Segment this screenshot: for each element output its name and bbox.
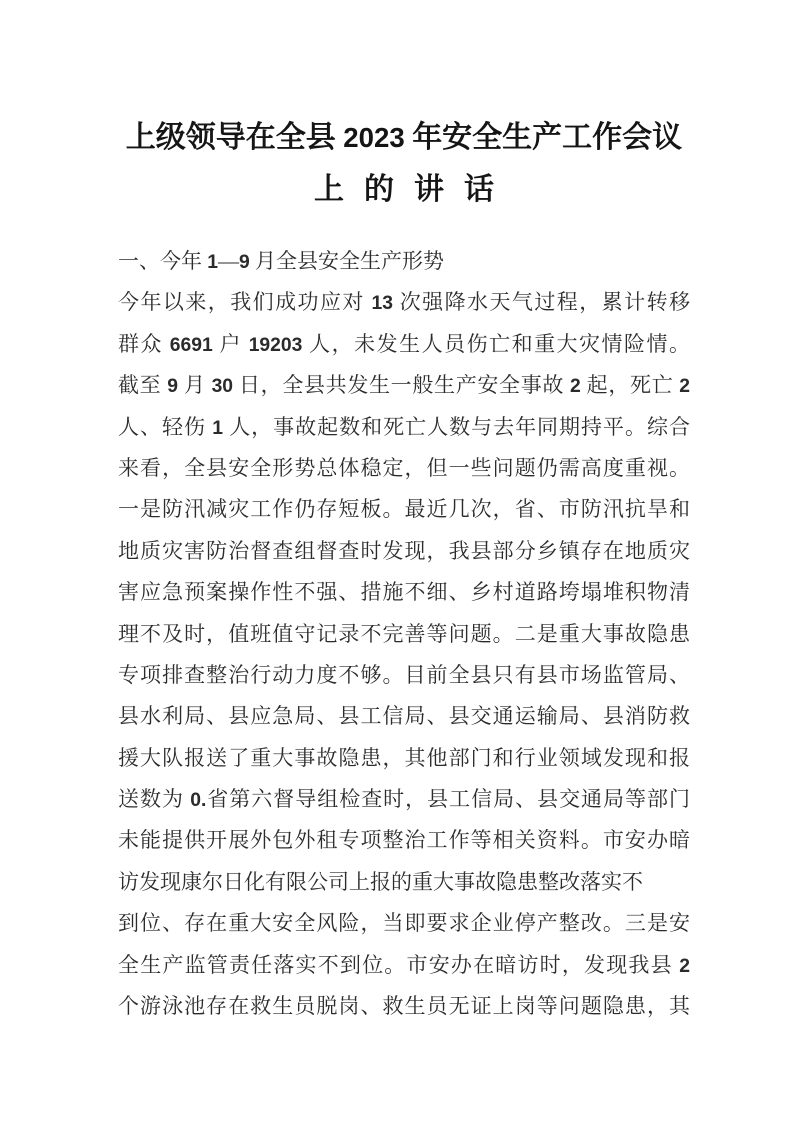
body-line: 县水利局、县应急局、县工信局、县交通运输局、县消防救 — [118, 704, 690, 729]
body-line: 个游泳池存在救生员脱岗、救生员无证上岗等问题隐患，其 — [118, 994, 690, 1019]
body-line: 来看，全县安全形势总体稳定，但一些问题仍需高度重视。 — [118, 455, 690, 480]
body-line: 到位、存在重大安全风险，当即要求企业停产整改。三是安 — [118, 911, 690, 936]
body-line: 群众 6691 户 19203 人，未发生人员伤亡和重大灾情险情。 — [118, 331, 690, 356]
body-line: 访发现康尔日化有限公司上报的重大事故隐患整改落实不 — [118, 869, 643, 894]
body-line: 今年以来，我们成功应对 13 次强降水天气过程，累计转移 — [118, 290, 690, 315]
title-line-2: 上的讲话 — [314, 173, 514, 206]
body-line: 未能提供开展外包外租专项整治工作等相关资料。市安办暗 — [118, 828, 690, 853]
body-line: 地质灾害防治督查组督查时发现，我县部分乡镇存在地质灾 — [118, 538, 690, 563]
body-line: 全生产监管责任落实不到位。市安办在暗访时，发现我县 2 — [118, 952, 690, 977]
body-line: 专项排查整治行动力度不够。目前全县只有县市场监管局、 — [118, 662, 690, 687]
body-line: 一是防汛减灾工作仍存短板。最近几次，省、市防汛抗旱和 — [118, 497, 690, 522]
document-title — [118, 112, 690, 216]
body-line: 送数为 0.省第六督导组检查时，县工信局、县交通局等部门 — [118, 787, 690, 812]
body-line: 害应急预案操作性不强、措施不细、乡村道路垮塌堆积物清 — [118, 580, 690, 605]
title-line-1: 上级领导在全县 2023 年安全生产工作会议 — [125, 121, 683, 154]
body-line: 截至 9 月 30 日，全县共发生一般生产安全事故 2 起，死亡 2 — [118, 373, 690, 398]
body-line: 人、轻伤 1 人，事故起数和死亡人数与去年同期持平。综合 — [118, 414, 690, 439]
body-line: 理不及时，值班值守记录不完善等问题。二是重大事故隐患 — [118, 621, 690, 646]
body-line: 援大队报送了重大事故隐患，其他部门和行业领域发现和报 — [118, 745, 690, 770]
document-body — [118, 241, 690, 1027]
section-heading: 一、今年 1—9 月全县安全生产形势 — [118, 249, 444, 273]
